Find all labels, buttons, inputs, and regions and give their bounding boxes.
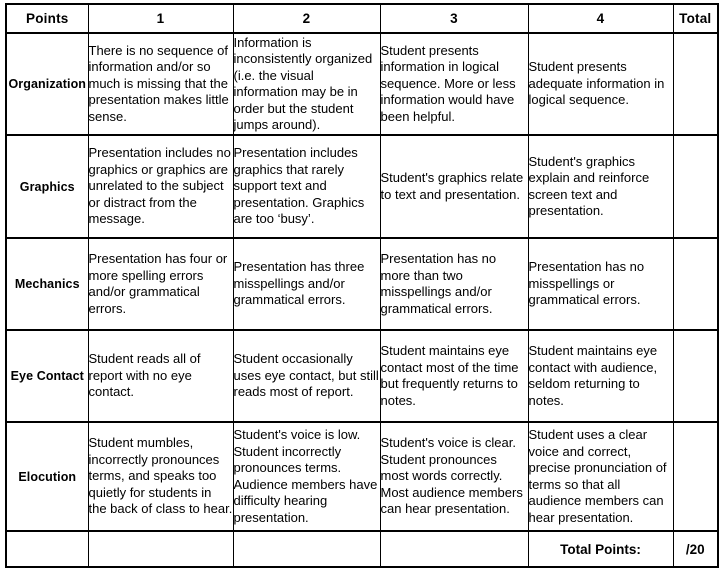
cell-elocution-level-4: Student uses a clear voice and correct, precise pronunciation of terms so that all audience members can hear presentation. xyxy=(528,422,673,531)
cell-mechanics-level-4: Presentation has no misspellings or grammatical errors. xyxy=(528,238,673,330)
criterion-label-eye-contact: Eye Contact xyxy=(6,330,88,422)
total-points-value[interactable]: /20 xyxy=(673,531,718,567)
criterion-label-elocution: Elocution xyxy=(6,422,88,531)
header-score-3: 3 xyxy=(380,4,528,33)
cell-organization-level-4: Student presents adequate information in logical sequence. xyxy=(528,33,673,135)
cell-eye-contact-total[interactable] xyxy=(673,330,718,422)
criterion-label-organization: Organization xyxy=(6,33,88,135)
cell-graphics-level-3: Student's graphics relate to text and presentation. xyxy=(380,135,528,238)
header-score-2: 2 xyxy=(233,4,380,33)
cell-organization-level-1: There is no sequence of information and/or so much is missing that the presentation makes little sense. xyxy=(88,33,233,135)
criterion-label-graphics: Graphics xyxy=(6,135,88,238)
rubric-container xyxy=(5,3,717,568)
cell-eye-contact-level-2: Student occasionally uses eye contact, but still reads most of report. xyxy=(233,330,380,422)
table-row xyxy=(6,135,718,238)
cell-elocution-level-3: Student's voice is clear. Student pronounces most words correctly. Most audience members can hear presentation. xyxy=(380,422,528,531)
presentation-rubric-table xyxy=(5,3,719,568)
header-score-1: 1 xyxy=(88,4,233,33)
cell-mechanics-level-3: Presentation has no more than two misspellings and/or grammatical errors. xyxy=(380,238,528,330)
cell-elocution-total[interactable] xyxy=(673,422,718,531)
table-row xyxy=(6,238,718,330)
total-row-blank-1 xyxy=(88,531,233,567)
cell-organization-level-3: Student presents information in logical sequence. More or less information would have been helpful. xyxy=(380,33,528,135)
table-row xyxy=(6,422,718,531)
cell-graphics-level-4: Student's graphics explain and reinforce screen text and presentation. xyxy=(528,135,673,238)
total-points-row xyxy=(6,531,718,567)
cell-organization-level-2: Information is inconsistently organized (i.e. the visual information may be in order but the student jumps around). xyxy=(233,33,380,135)
cell-graphics-level-2: Presentation includes graphics that rarely support text and presentation. Graphics are too ‘busy’. xyxy=(233,135,380,238)
table-header-row xyxy=(6,4,718,33)
cell-mechanics-total[interactable] xyxy=(673,238,718,330)
cell-graphics-total[interactable] xyxy=(673,135,718,238)
table-row xyxy=(6,33,718,135)
cell-elocution-level-1: Student mumbles, incorrectly pronounces terms, and speaks too quietly for students in the back of class to hear. xyxy=(88,422,233,531)
criterion-label-mechanics: Mechanics xyxy=(6,238,88,330)
cell-eye-contact-level-4: Student maintains eye contact with audience, seldom returning to notes. xyxy=(528,330,673,422)
cell-eye-contact-level-3: Student maintains eye contact most of the time but frequently returns to notes. xyxy=(380,330,528,422)
total-row-blank-3 xyxy=(380,531,528,567)
table-row xyxy=(6,330,718,422)
cell-organization-total[interactable] xyxy=(673,33,718,135)
total-points-label: Total Points: xyxy=(528,531,673,567)
header-score-4: 4 xyxy=(528,4,673,33)
cell-mechanics-level-2: Presentation has three misspellings and/or grammatical errors. xyxy=(233,238,380,330)
header-total: Total xyxy=(673,4,718,33)
header-criterion: Points xyxy=(6,4,88,33)
total-row-blank-label xyxy=(6,531,88,567)
cell-graphics-level-1: Presentation includes no graphics or graphics are unrelated to the subject or distract from the message. xyxy=(88,135,233,238)
total-row-blank-2 xyxy=(233,531,380,567)
cell-elocution-level-2: Student's voice is low. Student incorrectly pronounces terms. Audience members have difficulty hearing presentation. xyxy=(233,422,380,531)
cell-mechanics-level-1: Presentation has four or more spelling errors and/or grammatical errors. xyxy=(88,238,233,330)
cell-eye-contact-level-1: Student reads all of report with no eye contact. xyxy=(88,330,233,422)
